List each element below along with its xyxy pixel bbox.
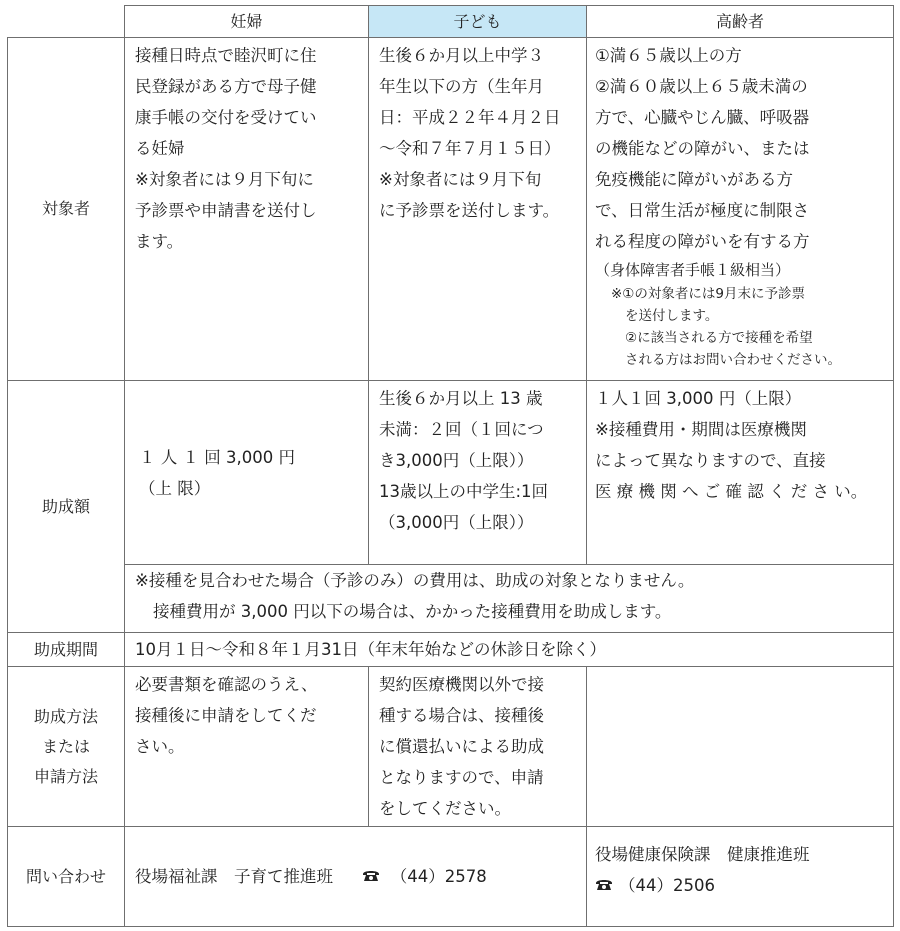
contact-tel-welfare[interactable]: （44）2578: [390, 867, 487, 886]
target-pregnant-line: 康手帳の交付を受けてい: [135, 108, 317, 127]
target-elderly-line: 方で、心臓やじん臓、呼吸器: [595, 108, 810, 127]
contact-dept-welfare: 役場福祉課 子育て推進班: [135, 867, 333, 886]
header-elderly: 高齢者: [587, 6, 894, 38]
target-pregnant-line: 民登録がある方で母子健: [135, 77, 317, 96]
subsidy-note-line: 接種費用が 3,000 円以下の場合は、かかった接種費用を助成します。: [153, 602, 672, 621]
row-label-subsidy: 助成額: [8, 381, 125, 633]
subsidy-child-cell: [369, 381, 587, 565]
target-pregnant-line: 接種日時点で睦沢町に住: [135, 46, 317, 65]
subsidy-elderly-line: 医 療 機 関 へ ご 確 認 く だ さ い。: [595, 482, 868, 501]
method-pregnant-line: 必要書類を確認のうえ、: [135, 675, 318, 694]
target-pregnant-line: ※対象者には９月下旬に: [135, 170, 314, 189]
target-pregnant-line: 予診票や申請書を送付し: [135, 201, 317, 220]
method-child-line: に償還払いによる助成: [379, 737, 544, 756]
row-label-period: 助成期間: [8, 633, 125, 667]
target-child-line: ～令和７年７月１５日）: [379, 139, 561, 158]
phone-icon: [362, 861, 380, 892]
vaccination-subsidy-table: [7, 5, 894, 927]
row-label-target: 対象者: [8, 38, 125, 381]
target-elderly-small: を送付します。: [625, 308, 719, 324]
header-pregnant: 妊婦: [125, 6, 369, 38]
period-value: 10月１日～令和８年１月31日（年末年始などの休診日を除く）: [135, 640, 606, 659]
method-elderly-cell: [587, 667, 894, 827]
subsidy-child-line: 未満：２回（１回につ: [379, 420, 544, 439]
subsidy-elderly-cell: [587, 381, 894, 565]
subsidy-note-line: ※接種を見合わせた場合（予診のみ）の費用は、助成の対象となりません。: [135, 571, 695, 590]
method-pregnant-line: 接種後に申請をしてくだ: [135, 706, 317, 725]
header-child: 子ども: [369, 6, 587, 38]
method-child-line: 種する場合は、接種後: [379, 706, 544, 725]
subsidy-elderly-line: １人１回 3,000 円（上限）: [595, 389, 802, 408]
subsidy-elderly-line: によって異なりますので、直接: [595, 451, 826, 470]
subsidy-child-line: き3,000円（上限））: [379, 451, 534, 470]
method-child-cell: [369, 667, 587, 827]
target-elderly-note: （身体障害者手帳１級相当）: [595, 261, 791, 279]
period-cell: [125, 633, 894, 667]
method-label-line: 助成方法: [33, 706, 98, 726]
target-child-line: に予診票を送付します。: [379, 201, 560, 220]
method-pregnant-line: さい。: [135, 737, 185, 756]
target-child-line: ※対象者には９月下旬: [379, 170, 542, 189]
target-child-line: 日：平成２２年４月２日: [379, 108, 561, 127]
subsidy-note-cell: [125, 565, 894, 633]
target-elderly-small: ②に該当される方で接種を希望: [625, 330, 813, 346]
method-child-line: 契約医療機関以外で接: [379, 675, 544, 694]
contact-elderly-cell: [587, 827, 894, 927]
target-elderly-line: 免疫機能に障がいがある方: [595, 170, 793, 189]
method-label-line: または: [41, 736, 90, 756]
target-elderly-line: で、日常生活が極度に制限さ: [595, 201, 810, 220]
method-child-line: となりますので、申請: [379, 768, 544, 787]
subsidy-elderly-line: ※接種費用・期間は医療機関: [595, 420, 807, 439]
header-blank: [8, 6, 125, 38]
subsidy-child-line: （3,000円（上限））: [379, 513, 534, 532]
target-elderly-small: ※①の対象者には9月末に予診票: [611, 286, 806, 302]
target-pregnant-cell: [125, 38, 369, 381]
contact-pregnant-child-cell: [125, 827, 587, 927]
subsidy-pregnant-cell: [125, 381, 369, 565]
target-child-line: 生後６か月以上中学３: [379, 46, 544, 65]
target-elderly-line: ②満６０歳以上６５歳未満の: [595, 77, 808, 96]
target-pregnant-line: る妊婦: [135, 139, 185, 158]
target-elderly-line: れる程度の障がいを有する方: [595, 232, 810, 251]
subsidy-pregnant-line: １ 人 １ 回 3,000 円: [139, 447, 295, 467]
subsidy-pregnant-line: （上 限）: [139, 478, 211, 498]
method-child-line: をしてください。: [379, 799, 511, 818]
subsidy-child-line: 生後６か月以上 13 歳: [379, 389, 543, 408]
target-pregnant-line: ます。: [135, 232, 184, 251]
method-pregnant-cell: [125, 667, 369, 827]
phone-icon: [595, 870, 613, 901]
target-child-cell: [369, 38, 587, 381]
row-label-contact: 問い合わせ: [8, 827, 125, 927]
target-elderly-small: される方はお問い合わせください。: [625, 352, 841, 368]
contact-dept-health: 役場健康保険課 健康推進班: [595, 845, 810, 864]
method-label-line: 申請方法: [33, 766, 98, 786]
target-elderly-cell: [587, 38, 894, 381]
target-child-line: 年生以下の方（生年月: [379, 77, 544, 96]
target-elderly-line: の機能などの障がい、または: [595, 139, 810, 158]
row-label-method: [8, 667, 125, 827]
contact-tel-health[interactable]: （44）2506: [619, 876, 715, 895]
target-elderly-line: ①満６５歳以上の方: [595, 46, 742, 65]
subsidy-child-line: 13歳以上の中学生:1回: [379, 482, 549, 501]
